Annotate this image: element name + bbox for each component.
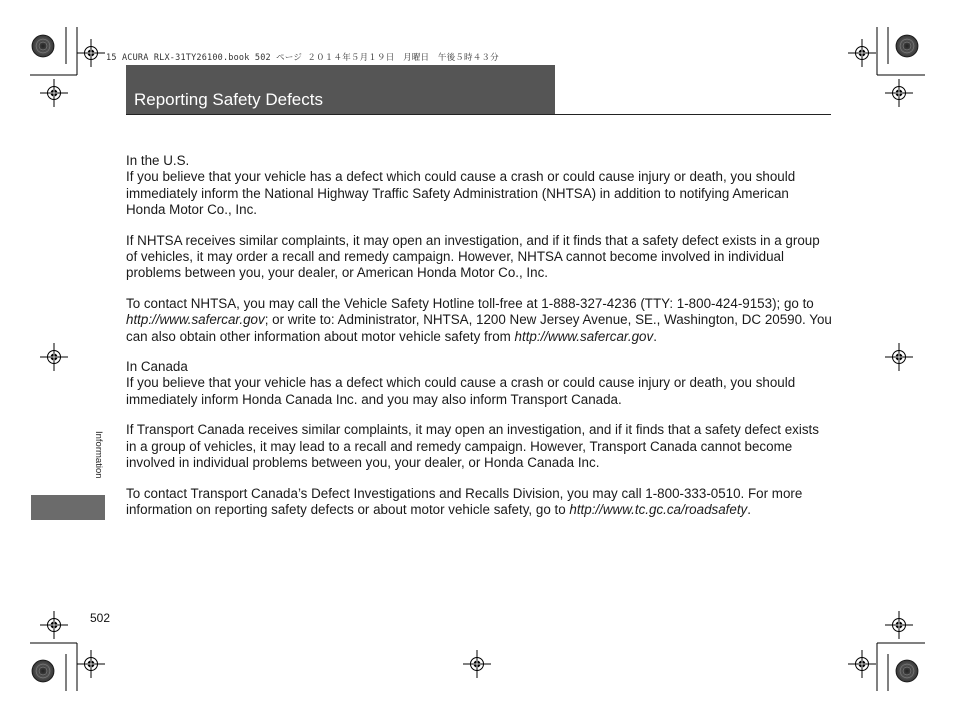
file-header: 15 ACURA RLX-31TY26100.book 502 ページ ２０１４年５月１９日 月曜日 午後５時４３分	[106, 53, 499, 63]
safercar-link-2[interactable]: http://www.safercar.gov	[514, 328, 654, 344]
us-contact-text-b: ; or write to: Administrator, NHTSA, 1200 New Jersey Avenue, SE., Washington, DC 20590. You can also obtain other information about motor vehicle safety from	[126, 312, 832, 344]
canada-contact-text-b: .	[747, 501, 751, 517]
canada-contact-text-a: To contact Transport Canada’s Defect Investigations and Recalls Division, you may call 1-800-333-0510. For more information on reporting safety defects or about motor vehicle safety, go to	[126, 485, 803, 517]
safercar-link[interactable]: http://www.safercar.gov	[126, 312, 265, 328]
side-section-label-text: Information	[93, 431, 104, 479]
us-contact-text-a: To contact NHTSA, you may call the Vehicle Safety Hotline toll-free at 1-888-327-4236 (TTY: 1-800-424-9153); go to	[126, 295, 814, 311]
us-paragraph-2: If NHTSA receives similar complaints, it may open an investigation, and if it finds that a safety defect exists in a group of vehicles, it may order a recall and remedy campaign. However, NHTSA cannot become involved in individual problems between you, your dealer, or American Honda Motor Co., Inc.	[126, 232, 820, 281]
us-paragraph-3	[126, 296, 832, 345]
transport-canada-link[interactable]: http://www.tc.gc.ca/roadsafety	[569, 501, 748, 517]
us-paragraph-1: If you believe that your vehicle has a defect which could cause a crash or could cause injury or death, you should immediately inform the National Highway Traffic Safety Administration (NHTSA) in addition to notifying American Honda Motor Co., Inc.	[126, 169, 796, 218]
body-text	[126, 153, 832, 532]
side-section-label	[91, 431, 105, 491]
side-section-tab	[31, 495, 105, 520]
page-number: 502	[90, 611, 111, 625]
us-heading: In the U.S.	[126, 153, 190, 168]
us-contact-text-c: .	[653, 328, 657, 344]
canada-paragraph-3	[126, 486, 832, 519]
title-rule	[126, 114, 831, 115]
section-title-bar	[126, 65, 555, 114]
canada-paragraph-1: If you believe that your vehicle has a defect which could cause a crash or could cause injury or death, you should immediately inform Honda Canada Inc. and you may also inform Transport Canada.	[126, 375, 796, 407]
canada-heading: In Canada	[126, 359, 188, 375]
section-title: Reporting Safety Defects	[134, 90, 323, 109]
canada-paragraph-2: If Transport Canada receives similar complaints, it may open an investigation, and if it finds that a safety defect exists in a group of vehicles, it may lead to a recall and remedy campaign. However, Transport Canada cannot become involved in individual problems between you, your dealer, or Honda Canada Inc.	[126, 422, 819, 471]
